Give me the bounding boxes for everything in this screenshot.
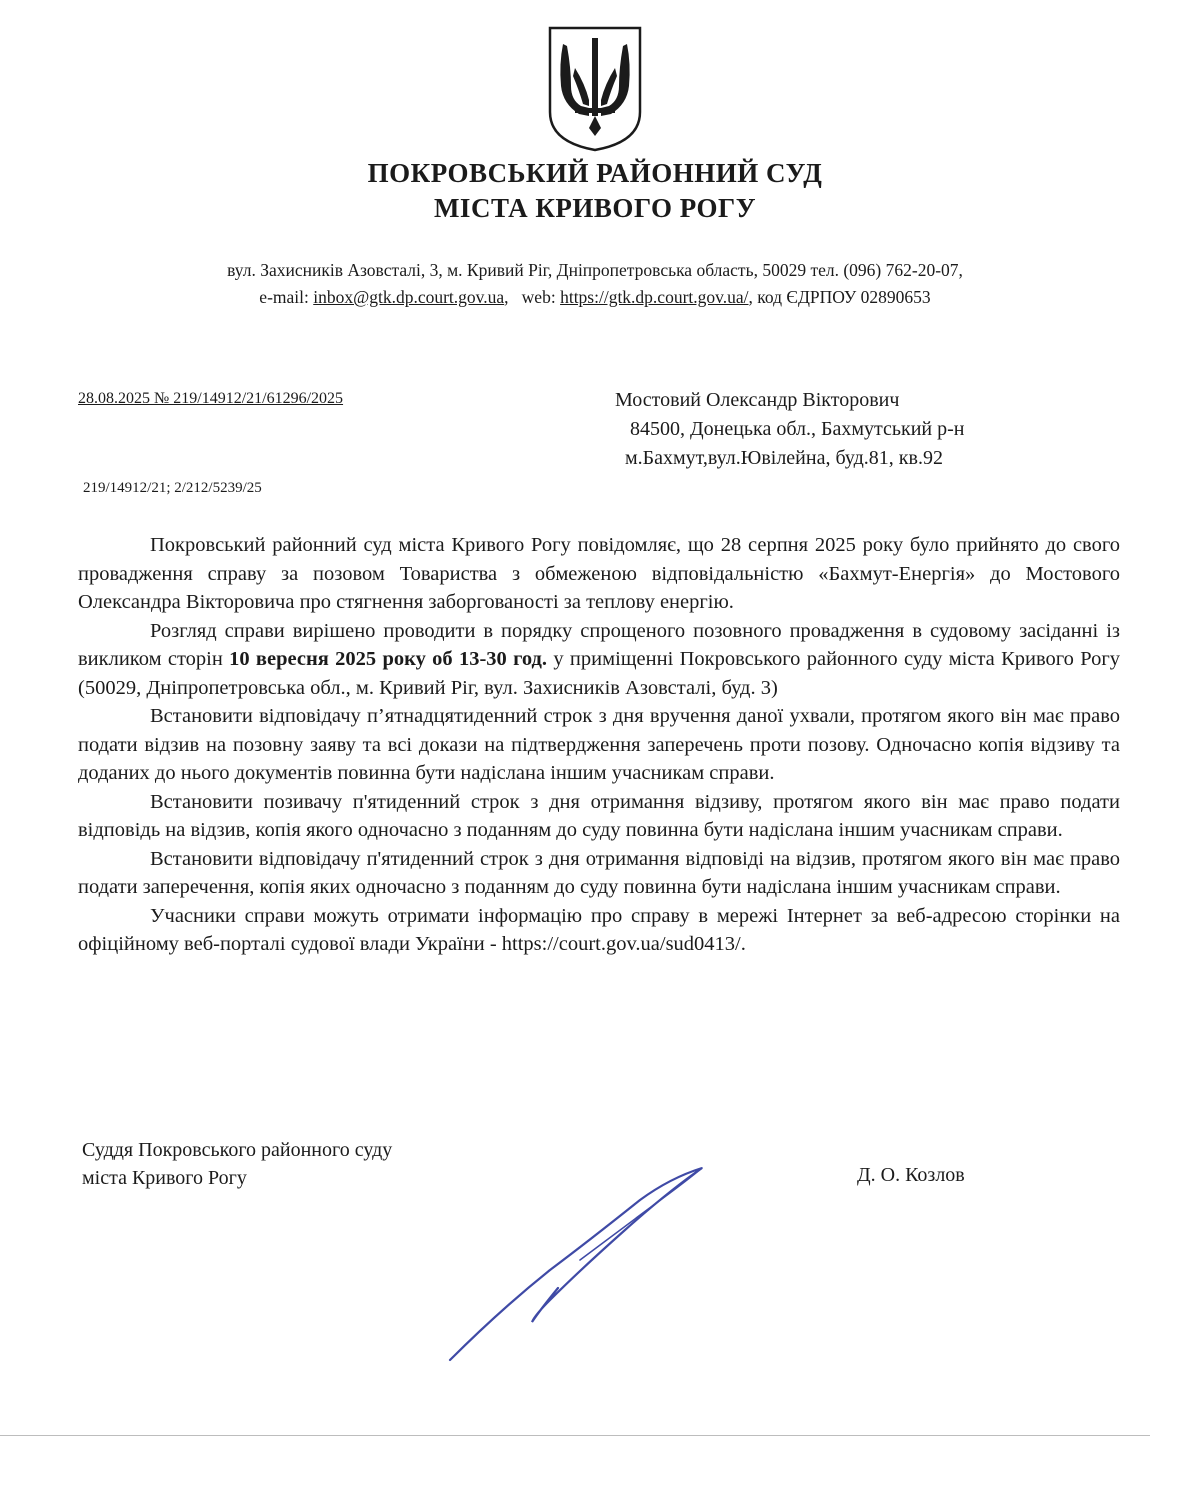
edrpou-code: код ЄДРПОУ 02890653	[757, 287, 931, 307]
signature-image	[440, 1160, 720, 1370]
web-label: web:	[521, 287, 556, 307]
email-label: e-mail:	[259, 287, 309, 307]
outgoing-reference: 28.08.2025 № 219/14912/21/61296/2025	[78, 390, 344, 407]
case-numbers: 219/14912/21; 2/212/5239/25	[83, 480, 262, 496]
paragraph-5: Встановити відповідачу п'ятиденний строк з дня отримання відповіді на відзив, протягом якого він має право подати заперечення, копія яких одночасно з поданням до суду повинна бути надіслана іншим учасникам справи.	[78, 847, 1120, 898]
court-contacts: e-mail: inbox@gtk.dp.court.gov.ua, web: https://gtk.dp.court.gov.ua/, код ЄДРПОУ 02890653	[259, 287, 931, 307]
court-name-line2: МІСТА КРИВОГО РОГУ	[433, 193, 757, 223]
judge-position-line1: Суддя Покровського районного суду	[82, 1139, 393, 1161]
paragraph-1: Покровський районний суд міста Кривого Рогу повідомляє, що 28 серпня 2025 року було прийнято до свого провадження справу за позовом Товариства з обмеженою відповідальністю «Бахмут-Енергія» до Мостового Олександра Вікторовича про стягнення заборгованості за теплову енергію.	[78, 534, 1120, 613]
email-link[interactable]: inbox@gtk.dp.court.gov.ua	[313, 287, 505, 307]
court-address: вул. Захисників Азовсталі, 3, м. Кривий Ріг, Дніпропетровська область, 50029 тел. (096) 762-20-07,	[227, 260, 963, 280]
paragraph-4: Встановити позивачу п'ятиденний строк з дня отримання відзиву, протягом якого він має право подати відповідь на відзив, копія якого одночасно з поданням до суду повинна бути надіслана іншим учасникам справи.	[78, 790, 1120, 841]
judge-position-line2: міста Кривого Рогу	[82, 1167, 247, 1189]
page-edge-line	[0, 1435, 1150, 1436]
web-link[interactable]: https://gtk.dp.court.gov.ua/	[560, 287, 749, 307]
hearing-date: 10 вересня 2025 року об 13-30 год.	[229, 648, 548, 670]
paragraph-6: Учасники справи можуть отримати інформацію про справу в мережі Інтернет за веб-адресою сторінки на офіційному веб-порталі судової влади України - https://court.gov.ua/sud0413/.	[78, 904, 1120, 955]
recipient-block	[615, 386, 964, 473]
paragraph-3: Встановити відповідачу п’ятнадцятиденний строк з дня вручення даної ухвали, протягом якого він має право подати відзив на позовну заяву та всі докази на підтвердження заперечень проти позову. Одночасно копія відзиву та доданих до нього документів повинна бути надіслана іншим учасникам справи.	[78, 705, 1120, 784]
judge-name: Д. О. Козлов	[857, 1164, 965, 1186]
coat-of-arms-icon	[545, 24, 645, 154]
recipient-address-line2: м.Бахмут,вул.Ювілейна, буд.81, кв.92	[625, 447, 943, 469]
court-name-line1: ПОКРОВСЬКИЙ РАЙОННИЙ СУД	[367, 158, 823, 188]
judge-position	[82, 1136, 392, 1192]
recipient-address-line1: 84500, Донецька обл., Бахмутський р-н	[630, 418, 965, 440]
recipient-name: Мостовий Олександр Вікторович	[615, 389, 900, 411]
paragraph-2: Розгляд справи вирішено проводити в порядку спрощеного позовного провадження в судовому засіданні із викликом сторін 10 вересня 2025 року об 13-30 год. у приміщенні Покровського районного суду міста Кривого Рогу (50029, Дніпропетровська обл., м. Кривий Ріг, вул. Захисників Азовсталі, буд. 3)	[78, 619, 1121, 699]
letter-body	[78, 531, 1120, 959]
